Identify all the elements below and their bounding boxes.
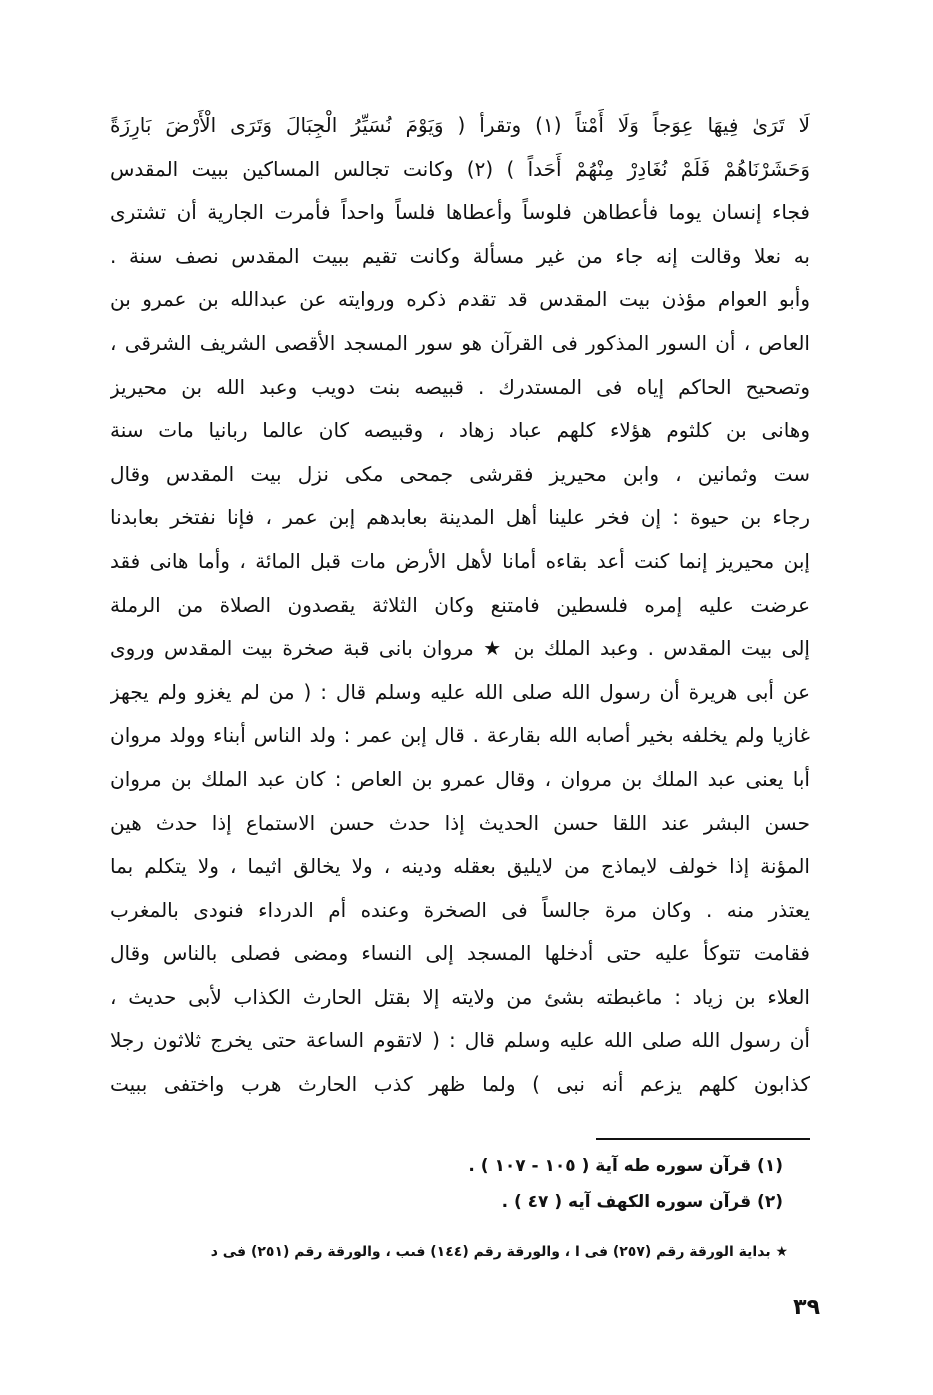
text-line: فجاء إنسان يوما فأعطاهن فلوساً وأعطاها فلساً واحداً فأمرت الجارية أن تشترى [110,200,810,225]
text-line: غازيا ولم يخلفه بخير أصابه الله بقارعة . قال إبن عمر : ولد الناس أبناء وولد مروان [110,723,810,748]
footnote-2: (٢) قرآن سوره الكهف آيه ( ٤٧ ) . [501,1192,783,1212]
text-line: حسن البشر عند اللقا حسن الحديث إذا حدث حسن الاستماع إذا حدث هين [110,810,810,835]
text-line: عرضت عليه إمره فلسطين فامتنع وكان الثلاثة يقصدون الصلاة من الرملة [110,592,810,617]
text-line: فقامت تتوكأ عليه حتى أدخلها المسجد إلى النساء ومضى فصلى بالناس وقال [110,941,810,966]
manuscript-note: ★ بداية الورقة رقم (٢٥٧) فى ا ، والورقة رقم (١٤٤) فىب ، والورقة رقم (٢٥١) فى د [210,1244,788,1260]
text-line: كذابون كلهم يزعم أنه نبى ) ولما ظهر كذب الحارث هرب واختفى ببيت [110,1072,810,1097]
text-line: العلاء بن زياد : ماغبطته بشئ من ولايته إلا بقتل الحارث الكذاب لأبى حديث ، [110,984,810,1009]
text-line: ست وثمانين ، وابن محيريز فقرشى جمحى مكى نزل بيت المقدس وقال [110,461,810,486]
text-line: وهانى بن كلثوم هؤلاء كلهم عباد زهاد ، وقبيصه كان عالما ربانيا مات سنة [110,418,810,443]
text-line: وتصحيح الحاكم إياه فى المستدرك . قبيصه بنت دويب وعبد الله بن محيريز [110,374,810,399]
main-text [110,104,810,1107]
text-line: يعتذر منه . وكان مرة جالساً فى الصخرة وعنده أم الدرداء فنودى بالمغرب [110,897,810,922]
text-line: رجاء بن حيوة : إن فخر علينا أهل المدينة بعابدهم إبن عمر ، فإنا نفتخر بعابدنا [110,505,810,530]
page-number: ٣٩ [793,1295,820,1320]
text-line: وَحَشَرْنَاهُمْ فَلَمْ نُغَادِرْ مِنْهُمْ أَحَداً ) (٢) وكانت تجالس المساكين ببيت المقدس [110,156,810,181]
text-line: إبن محيريز إنما كنت أعد بقاءه أمانا لأهل الأرض مات قبل المائة ، وأما هانى فقد [110,548,810,573]
text-line: وأبو العوام مؤذن بيت المقدس قد تقدم ذكره وروايته عن عبدالله بن عمرو بن [110,287,810,312]
text-line: إلى بيت المقدس . وعبد الملك بن ★ مروان بانى قبة صخرة بيت المقدس وروى [110,636,810,661]
footnote-separator [596,1138,810,1140]
text-line: أبا يعنى عبد الملك بن مروان ، وقال عمرو بن العاص : كان عبد الملك بن مروان [110,766,810,791]
text-line: المؤنة إذا خولف لايماذج من لايليق بعقله ودينه ، ولا يخالق اثيما ، ولا يتكلم بما [110,854,810,879]
text-line: العاص ، أن السور المذكور فى القرآن هو سور المسجد الأقصى الشريف الشرقى ، [110,330,810,355]
text-line: لَا تَرَىٰ فِيهَا عِوَجاً وَلَا أَمْتاً (١) وتقرأ ( وَيَوْمَ نُسَيِّرُ الْجِبَالَ وَتَرَى الْأَرْضَ بَارِزَةً [110,113,810,137]
footnotes [283,1148,783,1220]
text-line: عن أبى هريرة أن رسول الله صلى الله عليه وسلم قال : ( من لم يغزو ولم يجهز [110,679,810,704]
text-line: أن رسول الله صلى الله عليه وسلم قال : ( لاتقوم الساعة حتى يخرج ثلاثون رجلا [110,1028,810,1053]
text-line: به نعلا وقالت إنه جاء من غير مسألة وكانت تقيم ببيت المقدس نصف سنة . [110,243,810,268]
footnote-1: (١) قرآن سوره طه آية ( ١٠٥ - ١٠٧ ) . [468,1156,783,1176]
